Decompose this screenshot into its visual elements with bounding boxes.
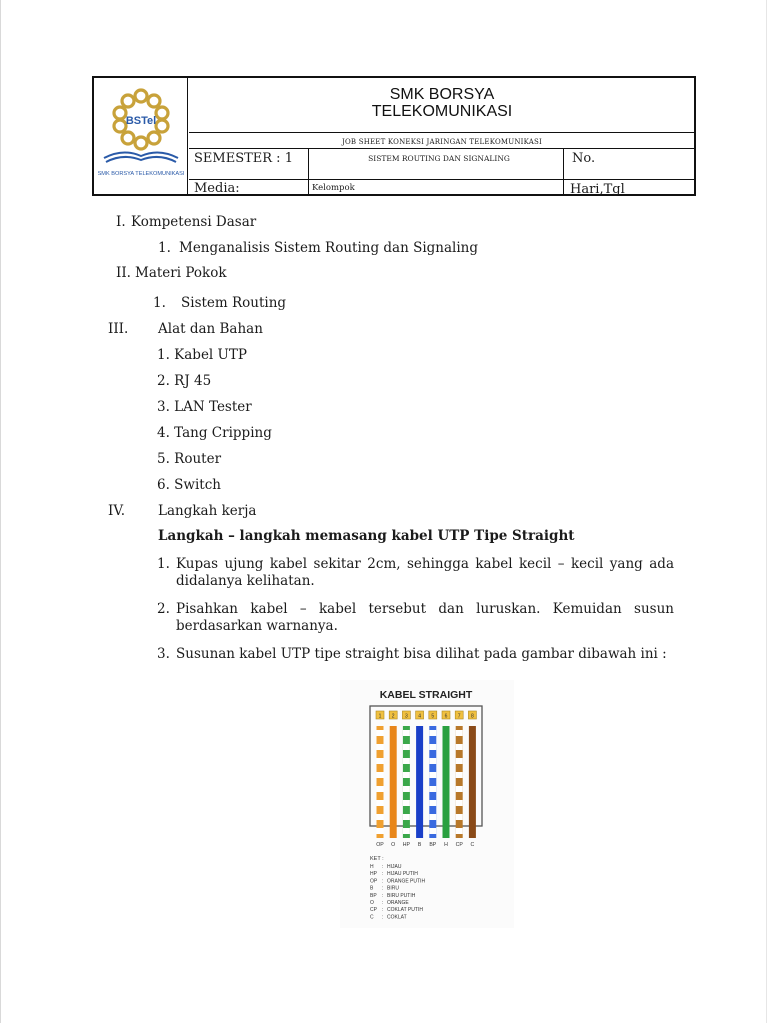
wire-stripe [429, 828, 436, 834]
key-name: COKLAT PUTIH [387, 907, 423, 914]
step-text: Susunan kabel UTP tipe straight bisa dilihat pada gambar dibawah ini : [176, 646, 667, 662]
list-item: 2. RJ 45 [157, 373, 212, 389]
list-item: 3. LAN Tester [157, 399, 252, 415]
pin-number: 7 [457, 713, 461, 720]
wire-stripe [456, 772, 463, 778]
media-field: Media: [194, 181, 240, 196]
key-name: ORANGE PUTIH [387, 878, 426, 885]
wire-stripe [403, 800, 410, 806]
wire-stripe [403, 772, 410, 778]
wire-stripe [429, 786, 436, 792]
key-code: O [370, 900, 374, 906]
wire-stripe [403, 828, 410, 834]
logo-book-icon [104, 152, 178, 162]
key-name: BIRU PUTIH [387, 892, 416, 899]
wire-stripe [377, 744, 384, 750]
number-field: No. [572, 151, 596, 166]
wire-stripe [377, 828, 384, 834]
key-separator: : [382, 885, 384, 892]
section-2-number: II. [116, 265, 131, 281]
pin-number: 3 [405, 713, 408, 720]
key-code: CP [370, 907, 377, 914]
wire [403, 726, 410, 838]
key-separator: : [382, 864, 384, 870]
wire-stripe [377, 814, 384, 820]
step-number: 3. [157, 646, 170, 662]
wire [416, 726, 423, 838]
bstel-logo [98, 88, 184, 184]
section-3-title: Alat dan Bahan [158, 321, 263, 337]
logo-text: BSTel [125, 115, 157, 127]
pin-number: 8 [471, 713, 474, 720]
wire-stripe [403, 758, 410, 764]
wire-stripe [429, 772, 436, 778]
wire-stripe [456, 828, 463, 834]
wire [456, 726, 463, 838]
section-1-title: Kompetensi Dasar [131, 214, 257, 230]
wire [469, 726, 476, 838]
section-3-number: III. [108, 321, 129, 337]
logo-caption: SMK BORSYA TELEKOMUNIKASI [98, 171, 184, 177]
list-item: 6. Switch [157, 477, 221, 493]
step-text: Kupas ujung kabel sekitar 2cm, sehingga kabel kecil – kecil yang ada didalanya kelihatan. [176, 556, 674, 589]
list-item: 4. Tang Cripping [157, 425, 272, 441]
section-2-item-number: 1. [153, 295, 166, 311]
key-code: BP [370, 892, 377, 899]
wire [429, 726, 436, 838]
wire [390, 726, 397, 838]
wire-stripe [456, 814, 463, 820]
wire-stripe [429, 800, 436, 806]
wire-stripe [456, 730, 463, 736]
wire-stripe [429, 758, 436, 764]
job-sheet-title: JOB SHEET KONEKSI JARINGAN TELEKOMUNIKASI [341, 138, 542, 146]
school-name-line2: TELEKOMUNIKASI [371, 103, 513, 120]
wire-stripe [456, 800, 463, 806]
step-number: 2. [157, 601, 170, 617]
subject-field: SISTEM ROUTING DAN SIGNALING [368, 154, 510, 163]
key-separator: : [382, 878, 384, 885]
section-1-item: Menganalisis Sistem Routing dan Signaling [179, 240, 478, 256]
school-name-line1: SMK BORSYA [389, 86, 495, 103]
key-code: HP [370, 871, 377, 878]
key-separator: : [382, 914, 384, 921]
wire-stripe [377, 772, 384, 778]
wire-stripe [403, 814, 410, 820]
key-name: COKLAT [387, 914, 407, 921]
wire-label: BP [429, 842, 437, 848]
wire-stripe [456, 744, 463, 750]
table-rule [189, 179, 694, 180]
list-item: 5. Router [157, 451, 222, 467]
wire-label: O [391, 842, 396, 848]
header-table [92, 76, 696, 196]
wire-stripe [403, 744, 410, 750]
semester-field: SEMESTER : 1 [194, 151, 293, 166]
wire-stripe [377, 786, 384, 792]
section-2-item: Sistem Routing [181, 295, 287, 311]
wire-stripe [377, 800, 384, 806]
pin-number: 1 [378, 713, 382, 720]
key-code: B [370, 885, 374, 892]
key-code: H [370, 864, 374, 870]
wire-label: OP [376, 842, 384, 848]
kabel-straight-figure [340, 680, 514, 928]
school-name [190, 78, 694, 134]
wire-label: H [444, 842, 448, 848]
pin-number: 5 [431, 713, 435, 720]
pin-number: 2 [391, 713, 395, 720]
key-separator: : [382, 892, 384, 899]
section-4-number: IV. [108, 503, 126, 519]
step-text: Pisahkan kabel – kabel tersebut dan luruskan. Kemuidan susun berdasarkan warnanya. [176, 601, 674, 634]
section-2-title: Materi Pokok [135, 265, 227, 281]
wire-stripe [403, 730, 410, 736]
key-name: HIJAU [387, 864, 402, 870]
figure-title: KABEL STRAIGHT [379, 689, 473, 701]
table-rule [189, 148, 694, 149]
section-4-title: Langkah kerja [158, 503, 257, 519]
wire-stripe [456, 758, 463, 764]
key-separator: : [382, 900, 384, 906]
logo-cell [94, 78, 188, 194]
wire-label: C [470, 842, 475, 848]
table-rule [189, 132, 694, 133]
key-name: ORANGE [387, 900, 409, 906]
wire-stripe [429, 730, 436, 736]
section-1-number: I. [116, 214, 126, 230]
key-code: C [370, 914, 374, 921]
pin-number: 4 [418, 713, 421, 720]
wire-label: CP [455, 842, 463, 848]
pin-number: 6 [444, 713, 448, 720]
key-separator: : [382, 907, 384, 914]
wire-label: B [417, 842, 422, 848]
date-field: Hari,Tgl [570, 182, 625, 197]
list-item: 1. Kabel UTP [157, 347, 248, 363]
kelompok-field: Kelompok [312, 183, 355, 193]
wire [377, 726, 384, 838]
wire-stripe [403, 786, 410, 792]
wire-stripe [429, 744, 436, 750]
key-title: KET : [370, 856, 384, 862]
key-name: BIRU [387, 885, 399, 892]
wire-stripe [456, 786, 463, 792]
wire-stripe [377, 758, 384, 764]
key-name: HIJAU PUTIH [387, 871, 418, 878]
key-separator: : [382, 871, 384, 878]
key-code: OP [370, 878, 378, 885]
wire-label: HP [402, 842, 411, 848]
table-rule [308, 148, 309, 194]
steps-heading: Langkah – langkah memasang kabel UTP Tipe Straight [158, 528, 575, 544]
wire-stripe [429, 814, 436, 820]
utp-wiring-diagram [340, 680, 514, 928]
section-1-item-number: 1. [158, 240, 171, 256]
wire [443, 726, 450, 838]
wire-stripe [377, 730, 384, 736]
step-number: 1. [157, 556, 170, 572]
